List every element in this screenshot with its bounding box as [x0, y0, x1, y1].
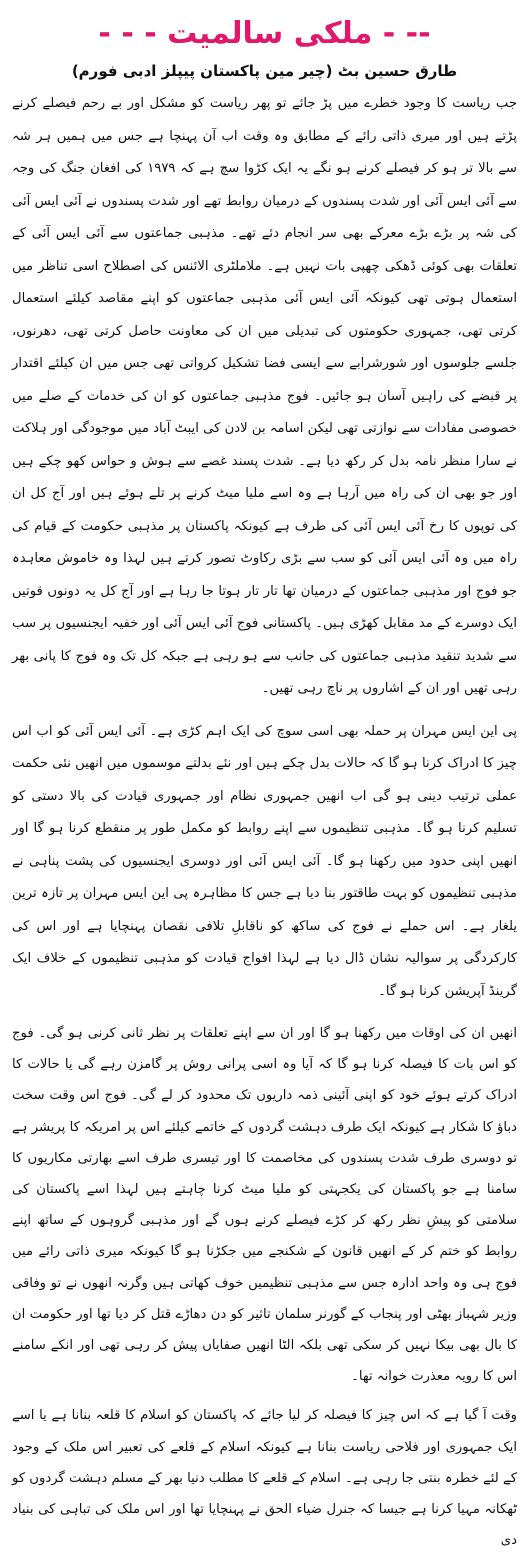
- paragraph-spacer: [12, 706, 517, 716]
- paragraph-spacer: [12, 1008, 517, 1018]
- article-title: -- - ملکی سالمیت - - -: [98, 16, 431, 51]
- article-paragraph-1: جب ریاست کا وجود خطرے میں پڑ جائے تو پھر ریاست کو مشکل اور بے رحم فیصلے کرنے پڑتے ہیں اور میری ذاتی رائے کے مطابق وہ وقت اب آن پہنچا ہے جس میں ہمیں ہر شہ سے بالا تر ہو کر فیصلے کرنے ہو نگے یہ ایک کڑوا سچ ہے کہ ۱۹۷۹ کی افغان جنگ کی وجہ سے آئی ایس آئی اور شدت پسندوں کے درمیان روابط تھے اور شدت پسندوں نے آئی ایس آئی کی شہ پر بڑے بڑے معرکے بھی سر انجام دئے تھے۔ مذہبی جماعتوں سے آئی ایس آئی کے تعلقات بھی کوئی ڈھکی چھپی بات نہیں ہے۔ ملاملٹری الائنس کی اصطلاح اسی تناظر میں استعمال ہوتی تھی کیونکہ آئی ایس آئی مذہبی جماعتوں کو اپنے مقاصد کیلئے استعمال کرتی تھی، جمہوری حکومتوں کی تبدیلی میں ان کی معاونت حاصل کرتی تھی، دھرنوں، جلسے جلوسوں اور شورشرابے سے ایسی فضا تشکیل کرواتی تھی جس میں ان کیلئے اقتدار پر قبضے کی راہیں آسان ہو جائیں۔ فوج مذہبی جماعتوں کو ان کی خدمات کے صلے میں خصوصی مفادات سے نوازتی تھی لیکن اسامہ بن لادن کی ایبٹ آباد میں موجودگی اور ہلاکت نے سارا منظر نامہ بدل کر رکھ دیا ہے۔ شدت پسند غصے سے ہوش و حواس کھو چکے ہیں اور جو بھی ان کی راہ میں آرہا ہے وہ اسے ملیا میٹ کرنے پر تلے ہوئے ہیں اور آج کل ان کی توپوں کا رخ آئی ایس آئی کی طرف ہے کیونکہ پاکستان پر مذہبی حکومت کے قیام کی راہ میں وہ آئی ایس آئی کو سب سے بڑی رکاوٹ تصور کرتے ہیں لہذا وہ خاموش معاہدہ جو فوج اور مذہبی جماعتوں کے درمیان تھا تار تار ہوتا جا رہا ہے اور آج کل یہ دونوں قوتیں ایک دوسرے کے مد مقابل کھڑی ہیں۔ پاکستانی فوج آئی ایس آئی اور خفیہ ایجنسیوں پر سب سے شدید تنقید مذہبی جماعتوں کی جانب سے ہو رہی ہے جبکہ کل تک وہ فوج کا پانی بھر رہی تھیں اور ان کے اشاروں پر ناچ رہی تھیں۔: [12, 96, 517, 696]
- article-paragraph-4: وقت آ گیا ہے کہ اس چیز کا فیصلہ کر لیا جائے کہ پاکستان کو اسلام کا قلعہ بنانا ہے یا اسے ایک جمہوری اور فلاحی ریاست بنانا ہے کیونکہ اسلام کے قلعے کی تعبیر اس ملک کے وجود کے لئے خطرہ بنتی جا رہی ہے۔ اسلام کے قلعے کا مطلب دنیا بھر کے مسلم دہشت گردوں کو ٹھکانہ مہیا کرنا ہے جیسا کہ جنرل ضیاء الحق نے پہنچایا تھا اور اس ملک کی تباہی کی بنیاد دی: [12, 1408, 517, 1549]
- author-byline: طارق حسین بٹ (چیر مین پاکستان پیپلز ادبی فورم): [71, 62, 458, 80]
- article-paragraph-2: پی این ایس مہران پر حملہ بھی اسی سوچ کی ایک اہم کڑی ہے۔ آئی ایس آئی کو اب اس چیز کا ادراک کرنا ہو گا کہ حالات بدل چکے ہیں اور نئے بدلتے موسموں میں انھیں نئی حکمت عملی ترتیب دینی ہو گی اب انھیں جمہوری نظام اور جمہوری قیادت کی بالا دستی کو تسلیم کرنا ہو گا۔ مذہبی تنظیموں سے اپنے روابط کو مکمل طور پر منقطع کرنا ہو گا اور انھیں اپنی حدود میں رکھنا ہو گا۔ آئی ایس آئی اور دوسری ایجنسیوں کی پشت پناہی نے مذہبی تنظیموں کو بہت طاقتور بنا دیا ہے جس کا مظاہرہ پی این ایس مہران پر تازہ ترین یلغار ہے۔ اس حملے نے فوج کی ساکھ کو ناقابلِ تلافی نقصان پہنچایا ہے اور اس کی کارکردگی پر سوالیہ نشان ڈال دیا ہے لہذا افواج قیادت کو مذہبی تنظیموں کے خلاف ایک گرینڈ آپریشن کرنا ہو گا۔: [12, 723, 517, 999]
- article-paragraph-3: انھیں ان کی اوقات میں رکھنا ہو گا اور ان سے اپنے تعلقات پر نظر ثانی کرنی ہو گی۔ فوج کو اس بات کا فیصلہ کرنا ہو گا کہ آیا وہ اسی پرانی روش پر گامزن رہے گی یا حالات کا ادراک کرتے ہوئے خود کو اپنی آئینی ذمہ داریوں تک محدود کر لے گی۔ فوج اس وقت سخت دباؤ کا شکار ہے کیونکہ ایک طرف دہشت گردوں کے خاتمے کیلئے اس پر امریکہ کا پریشر ہے تو دوسری طرف شدت پسندوں کی مخاصمت کا اور تیسری طرف اسے بھارتی مکاریوں کا سامنا ہے جو پاکستان کی یکجہتی کو ملیا میٹ کرنا چاہتے ہیں لہذا اسے پاکستان کی سلامتی کو پیشِ نظر رکھ کر کڑے فیصلے کرنے ہوں گے اور مذہبی گروہوں کے ساتھ اپنے روابط کو ختم کر کے انھیں قانون کے شکنجے میں جکڑنا ہو گا کیونکہ میری ذاتی رائے میں فوج ہی وہ واحد ادارہ جس سے مذہبی تنظیمیں خوف کھاتی ہیں وگرنہ انھوں نے تو وفاقی وزیر شہباز بھٹی اور پنجاب کے گورنر سلمان تاثیر کو دن دھاڑے قتل کر دیا تھا اور حکومت ان کا بال بھی بیکا نہیں کر سکی تھی بلکہ الٹا انھیں صفایاں پیش کر رہی تھی اور انکے سامنے اس کا رویہ معذرت خوانہ تھا۔: [12, 1026, 517, 1385]
